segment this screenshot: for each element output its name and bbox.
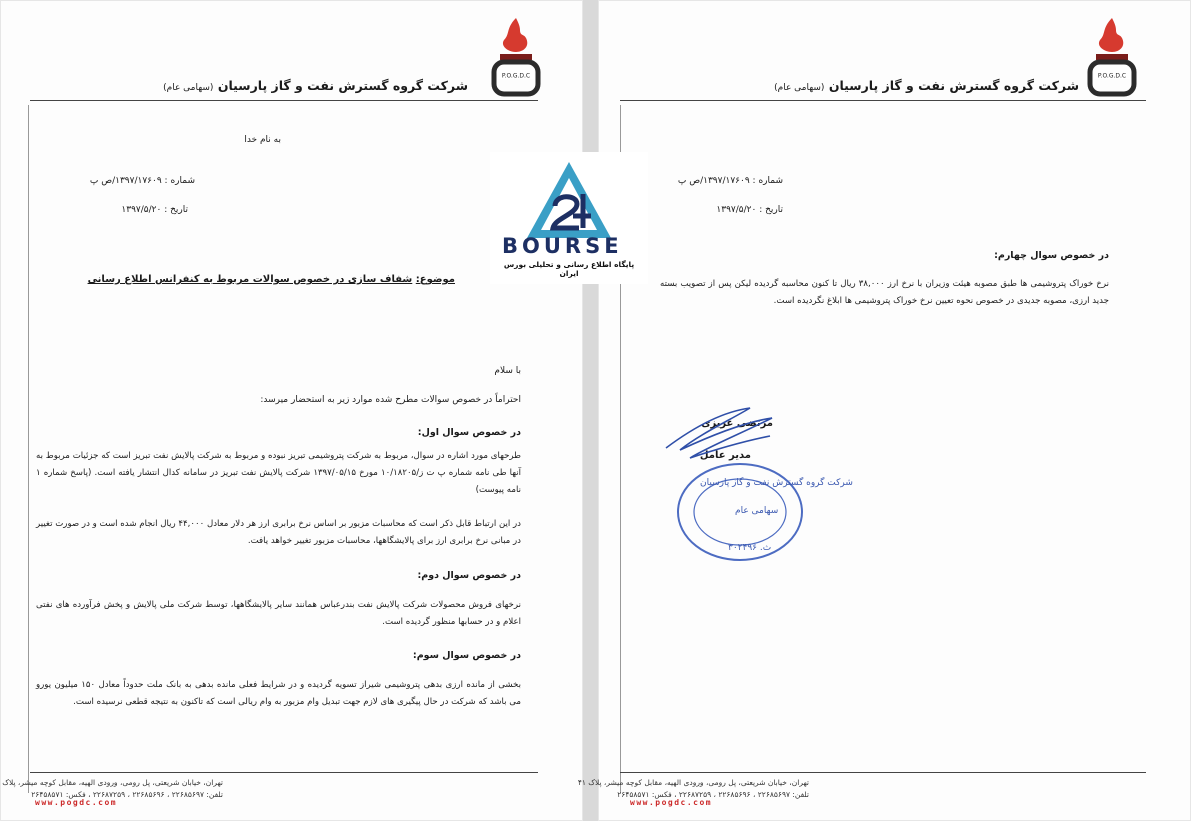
letter-number: شماره : ۱۳۹۷/۱۷۶۰۹/ص پ: [89, 176, 195, 186]
subject-text: شفاف سازی در خصوص سوالات مربوط به کنفرانس اطلاع رسانی: [87, 274, 413, 285]
basmala: به نام خدا: [244, 135, 281, 145]
subject-line: [88, 274, 455, 285]
question-3-heading: در خصوص سوال سوم:: [412, 650, 521, 661]
left-letter-page: [0, 0, 583, 821]
subject-label: موضوع:: [415, 274, 455, 285]
header-rule: [620, 100, 1146, 101]
footer-phone-line: تلفن: ۲۲۶۸۵۶۹۷ ، ۲۲۶۸۵۶۹۶ ، ۲۲۶۸۷۲۵۹ ، فکس: ۲۶۴۵۸۵۷۱: [31, 790, 223, 799]
stamp-text-number: ث. ۳۰۲۴۹۶: [728, 543, 772, 553]
bourse-triangle-logo-icon: [525, 160, 613, 240]
flame-logo-icon: [1086, 14, 1138, 100]
question-2-heading: در خصوص سوال دوم:: [417, 570, 521, 581]
company-name-suffix: (سهامی عام): [774, 83, 825, 93]
company-name: [163, 78, 468, 93]
letter-number: شماره : ۱۳۹۷/۱۷۶۰۹/ص پ: [677, 176, 783, 186]
footer-rule: [30, 772, 538, 773]
question-1-heading: در خصوص سوال اول:: [417, 427, 521, 438]
company-logo: [490, 14, 542, 100]
footer-phone-line: تلفن: ۲۲۶۸۵۶۹۷ ، ۲۲۶۸۵۶۹۶ ، ۲۲۶۸۷۲۵۹ ، فکس: ۲۶۴۵۸۵۷۱: [617, 790, 809, 799]
logo-text: P.O.G.D.C: [501, 72, 531, 80]
question-1-paragraph-1: طرحهای مورد اشاره در سوال، مربوط به شرکت پتروشیمی تبریز نبوده و مربوط به شرکت پالایش نفت تبریز است که جزئیات مربوط به آنها طی نامه شماره پ ت ز/۱۰/۱۸۲۰۵ مورخ ۱۳۹۷/۰۵/۱۵ شرکت پالایش نفت تبریز در سامانه کدال انتشار یافته است. (پاسخ شماره ۱ نامه پیوست): [36, 451, 521, 495]
company-name-suffix: (سهامی عام): [163, 83, 214, 93]
company-name: [774, 78, 1079, 93]
letter-date: تاریخ : ۱۳۹۷/۵/۲۰: [716, 205, 783, 215]
question-1-paragraph-2: در این ارتباط قابل ذکر است که محاسبات مزبور بر اساس نرخ برابری ارز هر دلار معادل ۴۴,۰۰۰ ریال انجام شده است و در صورت تغییر در مبانی نرخ برابری ارز برای پالایشگاهها، محاسبات مزبور تغییر خواهد یافت.: [36, 519, 521, 546]
company-name-text: شرکت گروه گسترش نفت و گاز پارسیان: [828, 78, 1079, 93]
page-margin-line: [28, 105, 29, 793]
website-link: www.pogdc.com: [630, 798, 713, 807]
stamp-text-company: شرکت گروه گسترش نفت و گاز پارسیان: [700, 478, 853, 488]
letter-date: تاریخ : ۱۳۹۷/۵/۲۰: [121, 205, 188, 215]
flame-logo-icon: [490, 14, 542, 100]
footer-address-line: تهران، خیابان شریعتی، پل رومی، ورودی الهیه، مقابل کوچه میشر، پلاک: [2, 778, 223, 787]
bourse-watermark: [490, 152, 648, 284]
question-4-paragraph: نرخ خوراک پتروشیمی ها طبق مصوبه هیئت وزیران با نرخ ارز ۳۸,۰۰۰ ریال تا کنون محاسبه گردیده لیکن پس از تصویب بسته جدید ارزی، مصوبه جدیدی در خصوص نحوه تعیین نرخ خوراک پتروشیمی ها ابلاغ نگردیده است.: [660, 279, 1109, 306]
question-3-paragraph: بخشی از مانده ارزی بدهی پتروشیمی شیراز تسویه گردیده و در شرایط فعلی مانده بدهی به بانک ملت حدوداً معادل ۱۵۰ میلیون یورو می باشد که شرکت در حال پیگیری های لازم جهت تبدیل وام مزبور به وام ریالی است که تاکنون به نتیجه قطعی نرسیده است.: [36, 680, 521, 707]
intro-text: احتراماً در خصوص سوالات مطرح شده موارد زیر به استحضار میرسد:: [260, 395, 521, 405]
company-name-text: شرکت گروه گسترش نفت و گاز پارسیان: [217, 78, 468, 93]
footer-rule: [620, 772, 1146, 773]
logo-text: P.O.G.D.C: [1097, 72, 1127, 80]
signer-name: مرتضی عزیزی: [701, 418, 773, 429]
footer-address-line: تهران، خیابان شریعتی، پل رومی، ورودی الهیه، مقابل کوچه میشر، پلاک ۴۱: [577, 778, 809, 787]
bourse-word: BOURSE: [502, 234, 623, 258]
bourse-tagline: پایگاه اطلاع رسانی و تحلیلی بورس ایران: [503, 260, 635, 278]
company-logo: [1086, 14, 1138, 100]
question-2-paragraph: نرخهای فروش محصولات شرکت پالایش نفت بندرعباس همانند سایر پالایشگاهها، توسط شرکت ملی پالایش و پخش فرآورده های نفتی اعلام و در حسابها منظور گردیده است.: [36, 600, 521, 627]
header-rule: [30, 100, 538, 101]
stamp-text-type: سهامی عام: [735, 506, 779, 516]
website-link: www.pogdc.com: [35, 798, 118, 807]
signer-role: مدیر عامل: [699, 450, 751, 461]
greeting: با سلام: [494, 366, 521, 376]
question-4-heading: در خصوص سوال چهارم:: [994, 250, 1109, 261]
